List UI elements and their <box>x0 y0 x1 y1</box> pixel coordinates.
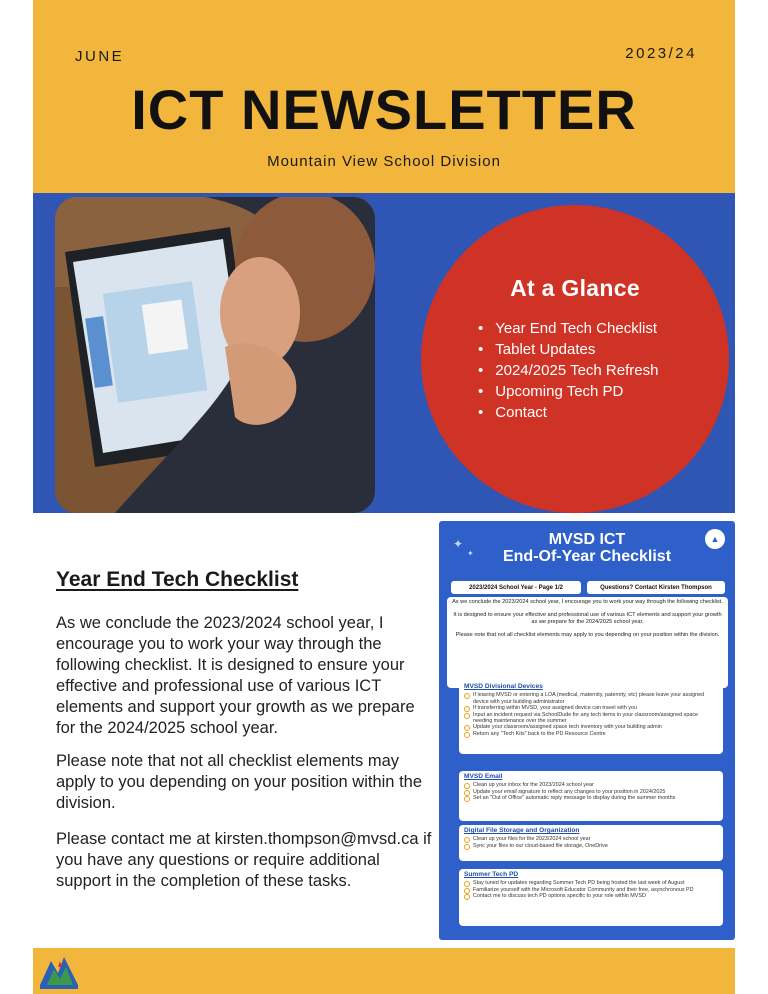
sparkle-icon: ✦ <box>453 537 464 551</box>
card-title <box>439 531 735 565</box>
article-paragraph: Please note that not all checklist elements may apply to you depending on your position within the division. <box>56 752 423 812</box>
section-title: Digital File Storage and Organization <box>464 827 580 834</box>
issue-year: 2023/24 <box>625 45 697 62</box>
section-devices <box>459 681 723 754</box>
checklist-item: Update your classroom/assigned space tech inventory with your building admin <box>464 724 718 730</box>
checklist-item: If transferring within MVSD, your assigned device can travel with you <box>464 705 718 711</box>
glance-item: • Year End Tech Checklist <box>478 318 658 339</box>
checklist-item: Clean up your inbox for the 2023/2024 school year <box>464 782 718 788</box>
intro-paragraph: Please note that not all checklist elements may apply to you depending on your position within the division. <box>455 632 720 638</box>
glance-item: • Contact <box>478 402 658 423</box>
checklist-item: Return any "Tech Kits" back to the PD Resource Centre <box>464 731 718 737</box>
page-tag: 2023/2024 School Year - Page 1/2 <box>451 581 581 594</box>
section-title: MVSD Divisional Devices <box>464 683 543 690</box>
checklist-item: Input an incident request via SchoolDude for any tech items in your classroom/assigned space needing maintenance over the summer <box>464 712 718 725</box>
card-title-line: End-Of-Year Checklist <box>502 548 672 565</box>
newsletter-title: ICT NEWSLETTER <box>131 78 637 141</box>
card-intro <box>447 597 728 688</box>
section-file-storage <box>459 825 723 861</box>
glance-title: At a Glance <box>510 275 640 301</box>
glance-item: • Tablet Updates <box>478 339 658 360</box>
glance-list <box>478 318 658 423</box>
section-email <box>459 771 723 821</box>
mvsd-logo-icon <box>38 951 80 991</box>
glance-item: • Upcoming Tech PD <box>478 381 658 402</box>
checklist-card <box>439 521 735 940</box>
section-title: MVSD Email <box>464 773 503 780</box>
student-laptop-photo <box>55 197 375 513</box>
article-paragraph: Please contact me at kirsten.thompson@mvsd.ca if you have any questions or require additional support in the completion of these tasks. <box>56 830 432 890</box>
checklist-item: Stay tuned for updates regarding Summer Tech PD being hosted the last week of August <box>464 880 718 886</box>
article-heading: Year End Tech Checklist <box>56 568 299 591</box>
checklist-item: If leaving MVSD or entering a LOA (medical, maternity, paternity, etc) please leave your assigned device with your building administrator <box>464 692 718 705</box>
division-name: Mountain View School Division <box>267 153 501 170</box>
checklist-item: Contact me to discuss tech PD options specific to your role within MVSD <box>464 893 718 899</box>
at-a-glance-panel <box>421 205 729 513</box>
section-summer-pd <box>459 869 723 926</box>
checklist-item: Clean up your files for the 2023/2024 school year <box>464 836 718 842</box>
header-band <box>33 0 735 193</box>
section-title: Summer Tech PD <box>464 871 519 878</box>
card-title-line: MVSD ICT <box>548 531 626 548</box>
mvsd-logo-icon: ▲ <box>705 529 725 549</box>
footer-band <box>33 948 735 994</box>
checklist-item: Update your email signature to reflect any changes to your position in 2024/2025 <box>464 789 718 795</box>
intro-paragraph: As we conclude the 2023/2024 school year, I encourage you to work your way through the following checklist. <box>452 599 723 605</box>
contact-tag: Questions? Contact Kirsten Thompson <box>587 581 725 594</box>
glance-item: • 2024/2025 Tech Refresh <box>478 360 658 381</box>
article-paragraph: As we conclude the 2023/2024 school year, I encourage you to work your way through the following checklist. It is designed to ensure your effective and professional use of various ICT elements and support your growth as we prepare for the 2024/2025 school year. <box>56 614 415 737</box>
checklist-item: Set an "Out of Office" automatic reply message to display during the summer months <box>464 795 718 801</box>
sparkle-icon: ✦ <box>467 549 474 558</box>
issue-month: JUNE <box>75 48 125 65</box>
checklist-item: Sync your files to our cloud-based file storage, OneDrive <box>464 843 718 849</box>
checklist-item: Familiarize yourself with the Microsoft Educator Community and their free, asynchronous PD <box>464 887 718 893</box>
intro-paragraph: It is designed to ensure your effective and professional use of various ICT elements and support your growth as we prepare for the 2024/2025 school year. <box>453 612 722 625</box>
